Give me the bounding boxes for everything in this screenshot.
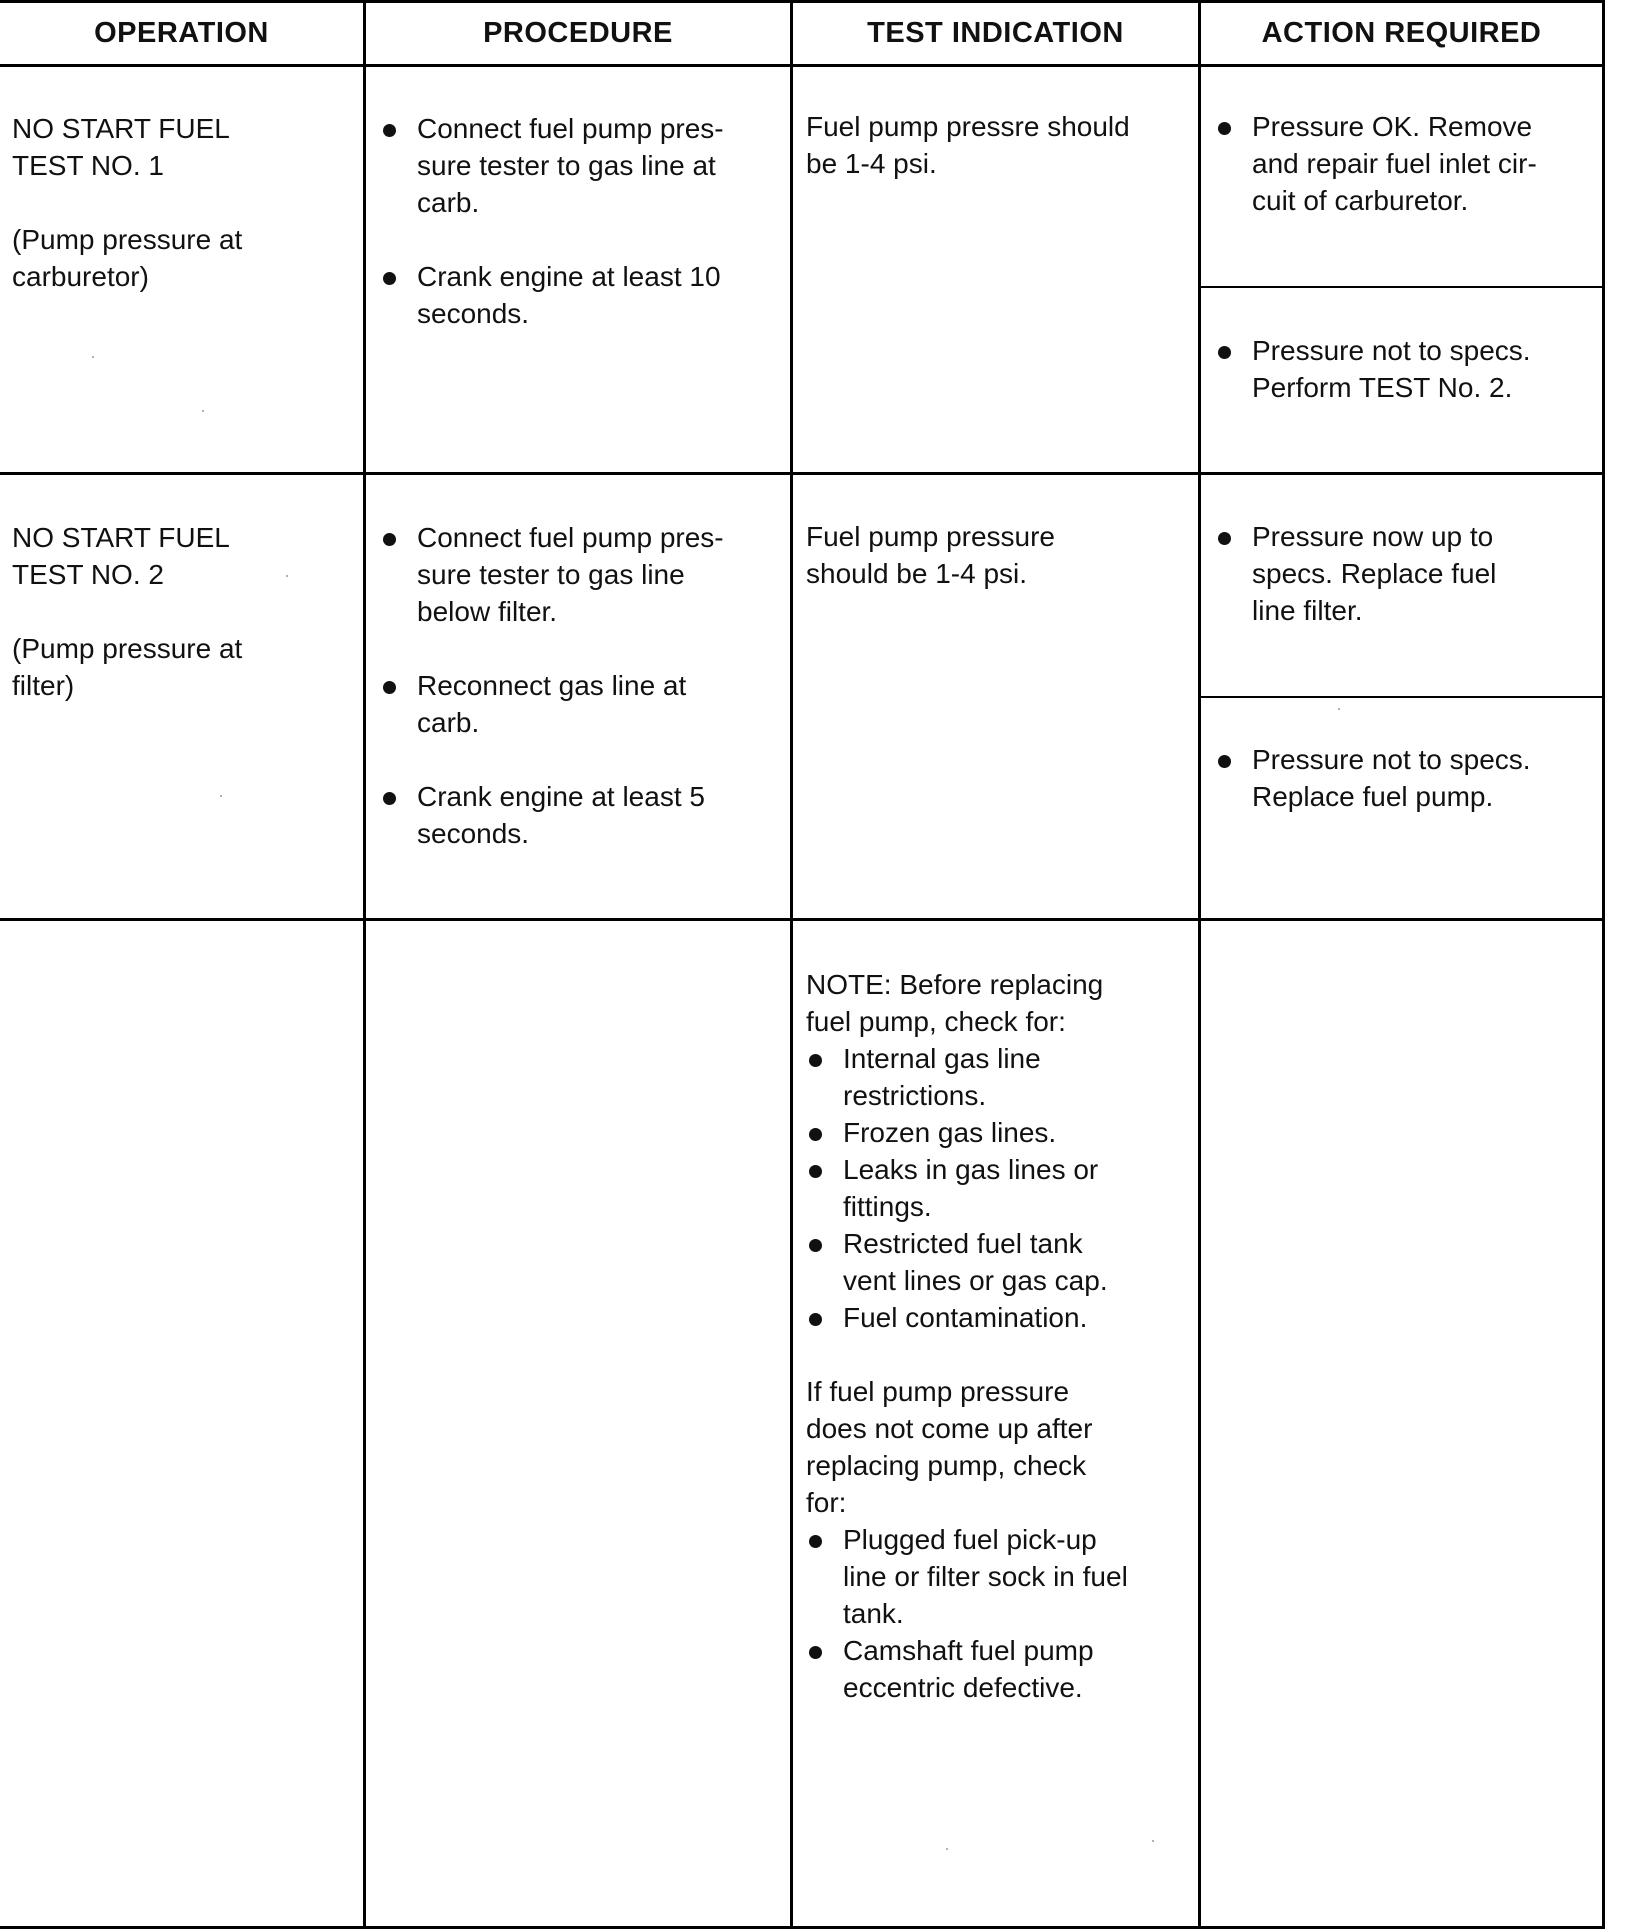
action-line: Pressure not to specs. <box>1252 744 1531 775</box>
scan-speck <box>220 795 222 797</box>
bullet-icon <box>809 1165 822 1178</box>
scan-speck <box>1152 1840 1154 1842</box>
action-line: Perform TEST No. 2. <box>1252 372 1513 403</box>
operation-title: NO START FUEL <box>12 522 230 553</box>
indication-line: Fuel pump pressure <box>806 521 1056 552</box>
procedure-step <box>380 519 785 630</box>
procedure-step <box>380 110 785 221</box>
row-2-action-ok <box>1215 518 1600 629</box>
note-intro: fuel pump, check for: <box>806 1006 1066 1037</box>
action-line: Pressure now up to <box>1252 521 1494 552</box>
bullet-icon <box>383 272 396 285</box>
bullet-icon <box>1218 122 1231 135</box>
header-action-required: ACTION REQUIRED <box>1261 16 1542 49</box>
table-right-border <box>1602 0 1605 1929</box>
action-item <box>1215 108 1600 219</box>
note-check-item <box>806 1114 1196 1151</box>
bullet-icon <box>809 1535 822 1548</box>
action-line: and repair fuel inlet cir- <box>1252 148 1537 179</box>
bullet-icon <box>383 124 396 137</box>
step-line: seconds. <box>417 818 530 849</box>
col-divider-3 <box>1198 0 1201 1929</box>
operation-subtitle: (Pump pressure at <box>12 633 243 664</box>
check-line: Leaks in gas lines or <box>843 1154 1099 1185</box>
step-line: Connect fuel pump pres- <box>417 522 724 553</box>
bullet-icon <box>809 1239 822 1252</box>
scan-speck <box>286 575 288 577</box>
indication-line: should be 1-4 psi. <box>806 558 1028 589</box>
action-split-row-1 <box>1201 286 1605 288</box>
step-line: sure tester to gas line <box>417 559 685 590</box>
check-line: line or filter sock in fuel <box>843 1561 1128 1592</box>
row-2-procedure <box>380 519 785 852</box>
check-line: Camshaft fuel pump <box>843 1635 1094 1666</box>
col-divider-1 <box>363 0 366 1929</box>
col-divider-2 <box>790 0 793 1929</box>
bullet-icon <box>809 1646 822 1659</box>
scan-speck <box>946 1848 948 1850</box>
action-line: line filter. <box>1252 595 1363 626</box>
check-line: fittings. <box>843 1191 932 1222</box>
note-after-check-item <box>806 1521 1196 1632</box>
bullet-icon <box>809 1128 822 1141</box>
note-intro: NOTE: Before replacing <box>806 969 1104 1000</box>
action-line: Replace fuel pump. <box>1252 781 1494 812</box>
bullet-icon <box>1218 346 1231 359</box>
step-line: below filter. <box>417 596 558 627</box>
bullet-icon <box>809 1054 822 1067</box>
step-line: Reconnect gas line at <box>417 670 687 701</box>
check-line: Internal gas line <box>843 1043 1041 1074</box>
note-check-item <box>806 1299 1196 1336</box>
note-check-item <box>806 1225 1196 1299</box>
operation-subtitle: carburetor) <box>12 261 149 292</box>
note-block <box>806 966 1196 1706</box>
action-line: cuit of carburetor. <box>1252 185 1469 216</box>
step-line: Crank engine at least 10 <box>417 261 721 292</box>
bullet-icon <box>383 681 396 694</box>
row-2-divider <box>0 918 1605 921</box>
row-1-operation <box>12 110 352 295</box>
bullet-icon <box>383 533 396 546</box>
note-paragraph: If fuel pump pressure <box>806 1376 1070 1407</box>
step-line: seconds. <box>417 298 530 329</box>
header-operation: OPERATION <box>94 16 269 49</box>
indication-line: be 1-4 psi. <box>806 148 937 179</box>
operation-title: NO START FUEL <box>12 113 230 144</box>
operation-title: TEST NO. 2 <box>12 559 164 590</box>
check-line: tank. <box>843 1598 904 1629</box>
operation-subtitle: (Pump pressure at <box>12 224 243 255</box>
check-line: Plugged fuel pick-up <box>843 1524 1097 1555</box>
procedure-step <box>380 258 785 332</box>
note-paragraph: does not come up after <box>806 1413 1093 1444</box>
step-line: sure tester to gas line at <box>417 150 716 181</box>
action-line: Pressure OK. Remove <box>1252 111 1533 142</box>
check-line: vent lines or gas cap. <box>843 1265 1108 1296</box>
note-paragraph: for: <box>806 1487 847 1518</box>
row-1-divider <box>0 472 1605 475</box>
header-test-indication: TEST INDICATION <box>867 16 1124 49</box>
note-paragraph: replacing pump, check <box>806 1450 1087 1481</box>
procedure-step <box>380 778 785 852</box>
action-item <box>1215 332 1600 406</box>
table-bottom-border <box>0 1926 1605 1929</box>
action-item <box>1215 741 1600 815</box>
action-item <box>1215 518 1600 629</box>
note-check-item <box>806 1040 1196 1114</box>
action-line: specs. Replace fuel <box>1252 558 1497 589</box>
row-1-action-ok <box>1215 108 1600 219</box>
header-procedure: PROCEDURE <box>483 16 673 49</box>
step-line: Connect fuel pump pres- <box>417 113 724 144</box>
bullet-icon <box>1218 755 1231 768</box>
bullet-icon <box>1218 532 1231 545</box>
step-line: Crank engine at least 5 <box>417 781 705 812</box>
check-line: eccentric defective. <box>843 1672 1083 1703</box>
row-2-action-not-ok <box>1215 741 1600 815</box>
row-1-procedure <box>380 110 785 332</box>
check-line: Restricted fuel tank <box>843 1228 1083 1259</box>
step-line: carb. <box>417 707 480 738</box>
scan-speck <box>202 410 204 412</box>
check-line: restrictions. <box>843 1080 987 1111</box>
procedure-step <box>380 667 785 741</box>
action-split-row-2 <box>1201 696 1605 698</box>
row-2-operation <box>12 519 352 704</box>
row-1-test-indication <box>806 108 1191 182</box>
note-after-check-item <box>806 1632 1196 1706</box>
step-line: carb. <box>417 187 480 218</box>
bullet-icon <box>809 1313 822 1326</box>
row-2-test-indication <box>806 518 1191 592</box>
operation-title: TEST NO. 1 <box>12 150 164 181</box>
action-line: Pressure not to specs. <box>1252 335 1531 366</box>
check-line: Frozen gas lines. <box>843 1117 1057 1148</box>
note-check-item <box>806 1151 1196 1225</box>
indication-line: Fuel pump pressre should <box>806 111 1130 142</box>
scan-speck <box>92 356 94 358</box>
bullet-icon <box>383 792 396 805</box>
row-1-action-not-ok <box>1215 332 1600 406</box>
scan-speck <box>1338 708 1340 710</box>
operation-subtitle: filter) <box>12 670 75 701</box>
check-line: Fuel contamination. <box>843 1302 1088 1333</box>
